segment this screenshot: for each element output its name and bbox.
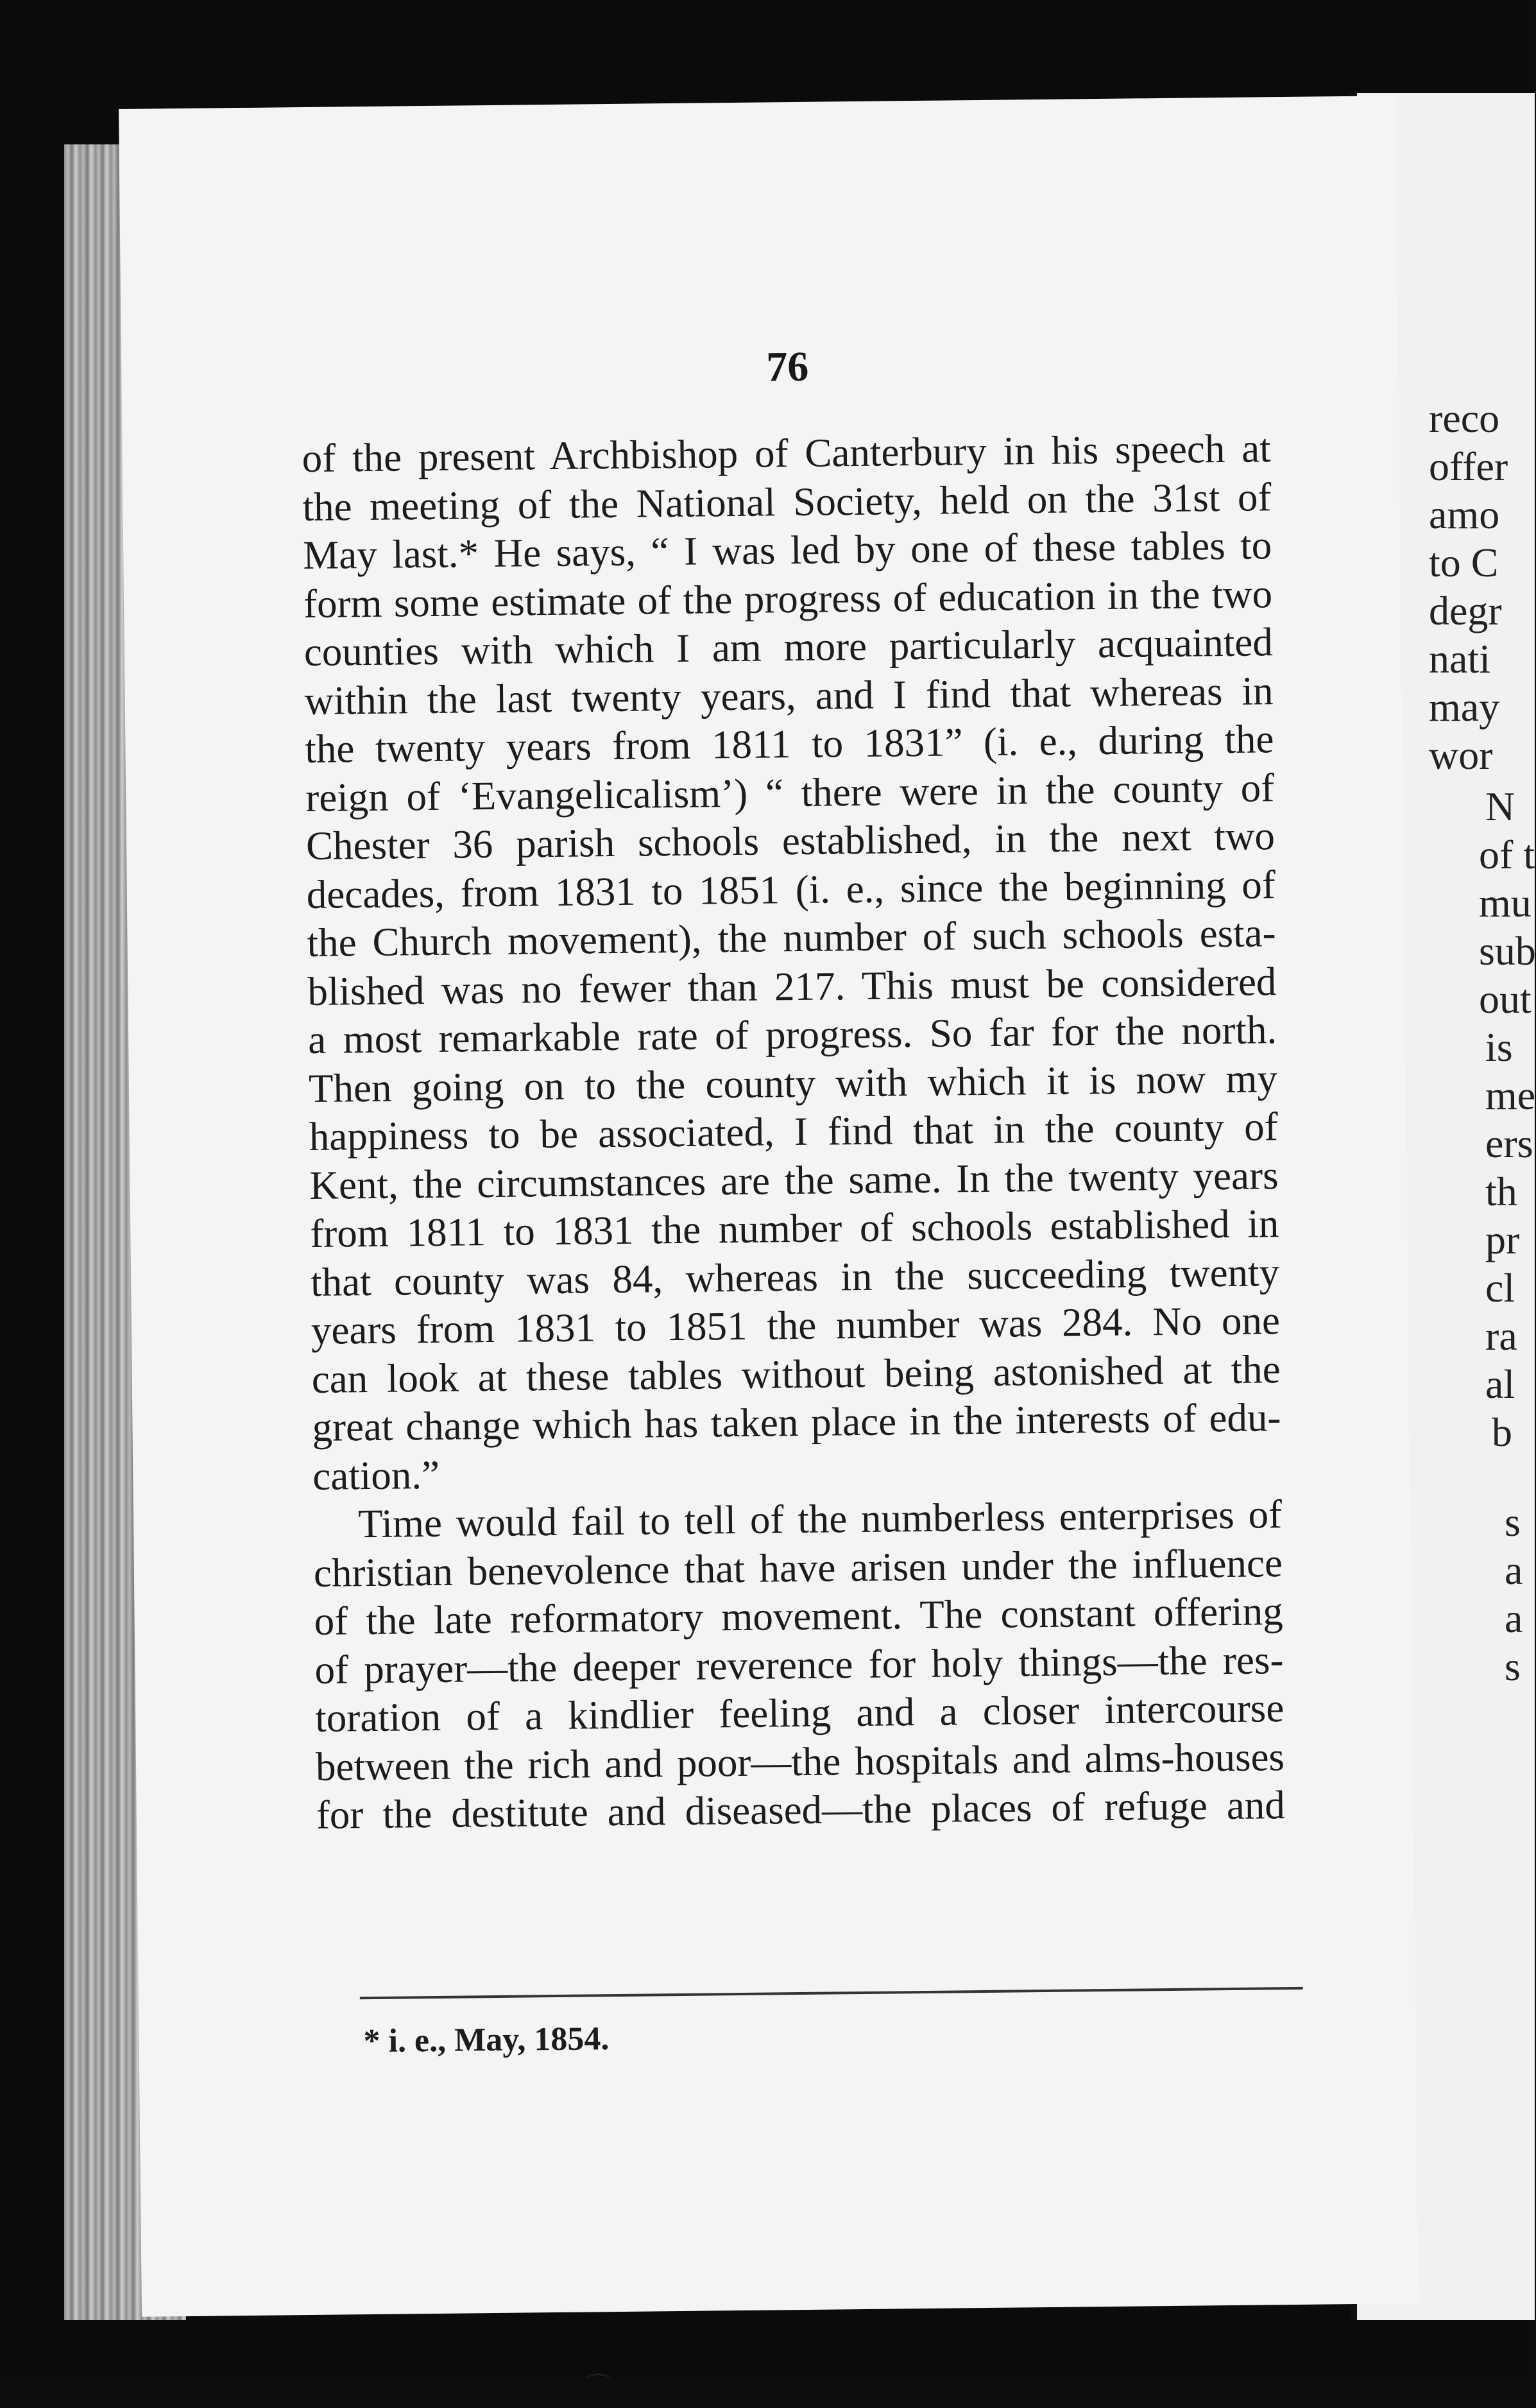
body-text: [302, 424, 1285, 1839]
facing-page-fragment: s: [1505, 1644, 1521, 1689]
book-page: [119, 96, 1419, 2402]
text-line: blished was no fewer than 217. This must be considered: [307, 958, 1277, 1014]
text-line: within the last twenty years, and I find that whereas in: [304, 667, 1274, 723]
facing-page-fragment: a: [1505, 1595, 1523, 1641]
facing-page-fragment: ra: [1485, 1313, 1517, 1359]
facing-page-fragment: cl: [1485, 1265, 1515, 1311]
text-line: a most remarkable rate of progress. So far for the north.: [307, 1007, 1277, 1062]
text-line: the Church movement), the number of such schools esta-: [307, 910, 1276, 965]
text-line: cation.”: [312, 1452, 440, 1499]
facing-page-fragment: offer: [1429, 443, 1508, 489]
facing-page-fragment: out: [1479, 976, 1532, 1022]
text-line: counties with which I am more particularly acquainted: [303, 619, 1274, 675]
facing-page-fragment: s: [1505, 1499, 1521, 1545]
facing-page-fragment: degr: [1429, 588, 1502, 633]
text-line: Time would fail to tell of the numberless enterprises of: [357, 1492, 1283, 1547]
facing-page-fragment: N: [1485, 784, 1515, 829]
text-line: Chester 36 parish schools established, in the next two: [305, 813, 1276, 869]
text-line: between the rich and poor—the hospitals and alms-houses: [315, 1733, 1285, 1789]
facing-page-fragment: amo: [1429, 492, 1500, 537]
facing-page-fragment: reco: [1429, 395, 1500, 441]
text-line: the meeting of the National Society, held on the 31st of: [302, 474, 1272, 529]
text-line: christian benevolence that have arisen under the influence: [313, 1540, 1283, 1595]
facing-page-fragment: to C: [1429, 540, 1499, 585]
facing-page-fragment: th: [1485, 1169, 1517, 1214]
facing-page-fragment: ers: [1485, 1121, 1533, 1166]
text-line: toration of a kindlier feeling and a closer intercourse: [314, 1685, 1284, 1741]
facing-page-fragment: me: [1485, 1072, 1536, 1118]
ink-mark: ⌒: [585, 2372, 611, 2402]
text-line: that county was 84, whereas in the succeeding twenty: [310, 1249, 1280, 1305]
text-line: form some estimate of the progress of education in the two: [303, 571, 1273, 626]
text-line: Kent, the circumstances are the same. In the twenty years: [309, 1152, 1279, 1208]
text-line: Then going on to the county with which it is now my: [308, 1055, 1278, 1111]
facing-page-fragment: nati: [1429, 636, 1490, 682]
text-line: can look at these tables without being astonished at the: [311, 1346, 1281, 1402]
text-line: great change which has taken place in the interests of edu-: [312, 1395, 1281, 1450]
text-line: happiness to be associated, I find that in the county of: [309, 1104, 1279, 1159]
facing-page-fragment: a: [1505, 1547, 1523, 1593]
page-number: 76: [765, 343, 809, 391]
footnote-divider: [360, 1987, 1303, 1999]
text-line: the twenty years from 1811 to 1831” (i. e., during the: [305, 716, 1274, 772]
text-line: reign of ‘Evangelicalism’) “ there were in the county of: [305, 764, 1275, 820]
text-line: for the destitute and diseased—the places of refuge and: [316, 1782, 1286, 1837]
text-line: decades, from 1831 to 1851 (i. e., since the beginning of: [306, 861, 1276, 917]
text-line: of prayer—the deeper reverence for holy things—the res-: [314, 1637, 1284, 1692]
facing-page-fragment: sub: [1479, 928, 1536, 974]
facing-page-fragment: may: [1429, 684, 1500, 730]
facing-page-fragment: wor: [1429, 732, 1493, 778]
facing-page-fragment: is: [1485, 1024, 1513, 1070]
text-line: of the present Archbishop of Canterbury in his speech at: [302, 426, 1271, 481]
text-line: years from 1831 to 1851 the number was 284. No one: [311, 1298, 1281, 1353]
text-line: May last.* He says, “ I was led by one of these tables to: [302, 522, 1272, 578]
facing-page-fragment: b: [1492, 1409, 1512, 1455]
facing-page-fragment: mu: [1479, 880, 1532, 925]
facing-page-fragment: pr: [1485, 1217, 1520, 1262]
footnote: * i. e., May, 1854.: [363, 2020, 610, 2060]
text-line: of the late reformatory movement. The constant offering: [314, 1588, 1283, 1644]
facing-page-fragment: of t: [1479, 832, 1535, 877]
text-line: from 1811 to 1831 the number of schools established in: [309, 1201, 1279, 1256]
facing-page-fragment: al: [1485, 1361, 1515, 1407]
